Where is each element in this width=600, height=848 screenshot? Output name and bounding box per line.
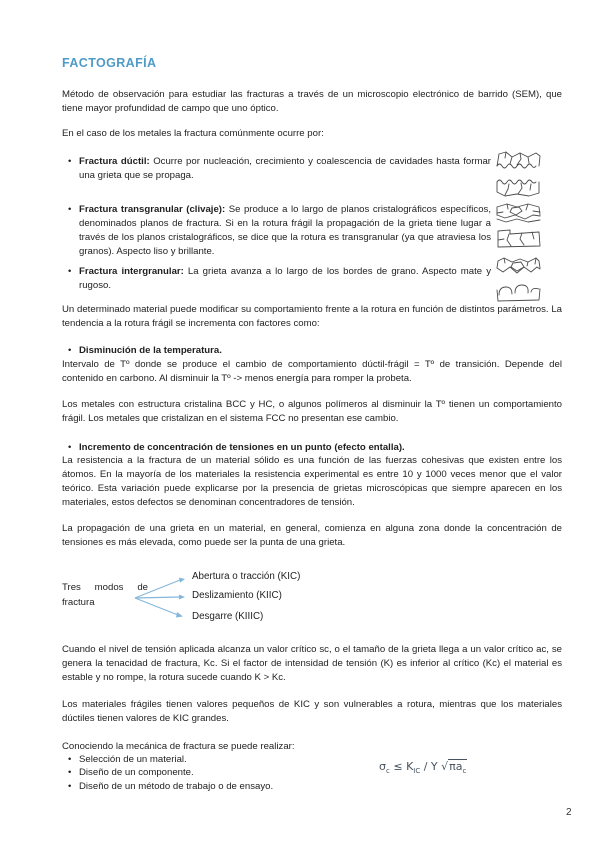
kic-values-paragraph: Los materiales frágiles tienen valores pequeños de KIC y son vulnerables a rotura, mientras que los materiales dúctiles tienen valores de KIC grandes. xyxy=(62,699,562,725)
factor-stress-heading: • Incremento de concentración de tensiones en un punto (efecto entalla). xyxy=(68,441,559,454)
bullet-lead: Fractura intergranular: xyxy=(79,266,184,277)
list-item: • Diseño de un método de trabajo o de ensayo. xyxy=(68,780,488,793)
intro-paragraph-2: En el caso de los metales la fractura comúnmente ocurre por: xyxy=(62,128,324,139)
formula-k: K xyxy=(406,760,414,773)
critical-stress-paragraph: Cuando el nivel de tensión aplicada alcanza un valor crítico sc, o el tamaño de la grieta llega a un valor crítico ac, se genera la tenacidad de fractura, Kc. Si el factor de intensidad de tensión (K) es inferior al crítico (Kc) el material es estable y no rompe, la rotura sucede cuando K > Kc. xyxy=(62,644,562,684)
mode-sliding: Deslizamiento (KIIC) xyxy=(192,590,282,601)
formula-sigma: σ xyxy=(379,760,386,773)
intro-paragraph-1: Método de observación para estudiar las fracturas a través de un microscopio electrónico de barrido (SEM), que tiene mayor profundidad de campo que uno óptico. xyxy=(62,89,562,115)
behavior-paragraph: Un determinado material puede modificar su comportamiento frente a la rotura en función de distintos parámetros. La tendencia a la rotura frágil se incrementa con factores como: xyxy=(62,304,562,330)
formula-divide: / Y xyxy=(423,760,438,773)
bullet-fractura-intergranular xyxy=(68,265,491,293)
page-title: FACTOGRAFÍA xyxy=(62,56,157,70)
factor-temperature-body-2: Los metales con estructura cristalina BCC y HC, o algunos polímeros al disminuir la Tº tienen un comportamiento frágil. Los metales que cristalizan en el sistema FCC no presentan ese cambio. xyxy=(62,399,562,425)
page-number: 2 xyxy=(566,807,572,818)
formula-sigma-sub: c xyxy=(385,767,390,776)
bullet-text: Se produce a lo largo de planos cristalográficos específicos, denominados planos de fractura. Si en la rotura frágil la propagación de la grieta tiene lugar a través de los planos cristalográficos, se dice que la rotura es transgranular (ya que atraviesa los granos). Aspecto liso y brillante. xyxy=(79,204,491,258)
formula-k-sub: IC xyxy=(413,767,421,776)
formula-radicand-sub: c xyxy=(462,767,467,776)
bullet-lead: Fractura dúctil: xyxy=(79,156,150,167)
formula-radical: √ xyxy=(441,760,449,773)
ductile-fracture-sketch-top xyxy=(495,151,543,174)
intergranular-fracture-sketch-bottom xyxy=(495,280,543,303)
fan-arrows-icon xyxy=(132,571,190,625)
factor-temperature-body-1: Intervalo de Tº donde se produce el cambio de comportamiento dúctil-frágil = Tº de transición. Depende del contenido en carbono. Al disminuir la Tº -> menos energía para romper la probeta. xyxy=(62,359,562,385)
mode-tearing: Desgarre (KIIIC) xyxy=(192,611,264,622)
bullet-text: La grieta avanza a lo largo de los bordes de grano. Aspecto mate y rugoso. xyxy=(79,266,491,292)
transgranular-fracture-sketch-bottom xyxy=(495,227,543,250)
factor-temperature-heading: • Disminución de la temperatura. xyxy=(68,344,559,357)
ductile-fracture-sketch-bottom xyxy=(495,175,543,198)
list-item: • Selección de un material. xyxy=(68,753,488,766)
bullet-text: Ocurre por nucleación, crecimiento y coalescencia de cavidades hasta formar una grieta que se propaga. xyxy=(79,156,491,182)
modes-label: Tres modos de fractura xyxy=(62,582,148,608)
factor-stress-body-1: La resistencia a la fractura de un material sólido es una función de las fuerzas cohesivas que existen entre los átomos. En la mayoría de los materiales la resistencia experimental es entre 10 y 1000 veces menor que el valor teórico. Esta variación puede explicarse por la presencia de grietas microscópicas que siempre aparecen en los materiales, estos defectos se denominan concentradores de tensión. xyxy=(62,455,562,509)
bullet-fractura-transgranular xyxy=(68,203,491,259)
formula-radicand: $\pi a_c$ xyxy=(449,760,467,776)
mode-opening: Abertura o tracción (KIC) xyxy=(192,571,301,582)
applications-intro: Conociendo la mecánica de fractura se puede realizar: xyxy=(62,741,295,752)
fracture-toughness-formula xyxy=(379,760,467,775)
fracture-modes-diagram xyxy=(60,568,410,638)
bullet-fractura-ductil xyxy=(68,155,491,183)
formula-relation: ≤ xyxy=(393,760,403,773)
bullet-lead: Fractura transgranular (clivaje): xyxy=(79,204,226,215)
transgranular-fracture-sketch-top xyxy=(495,203,543,226)
factor-stress-body-2: La propagación de una grieta en un material, en general, comienza en alguna zona donde la concentración de tensiones es más elevada, como puede ser la punta de una grieta. xyxy=(62,523,562,549)
list-item: • Diseño de un componente. xyxy=(68,766,488,779)
intergranular-fracture-sketch-top xyxy=(495,257,543,280)
